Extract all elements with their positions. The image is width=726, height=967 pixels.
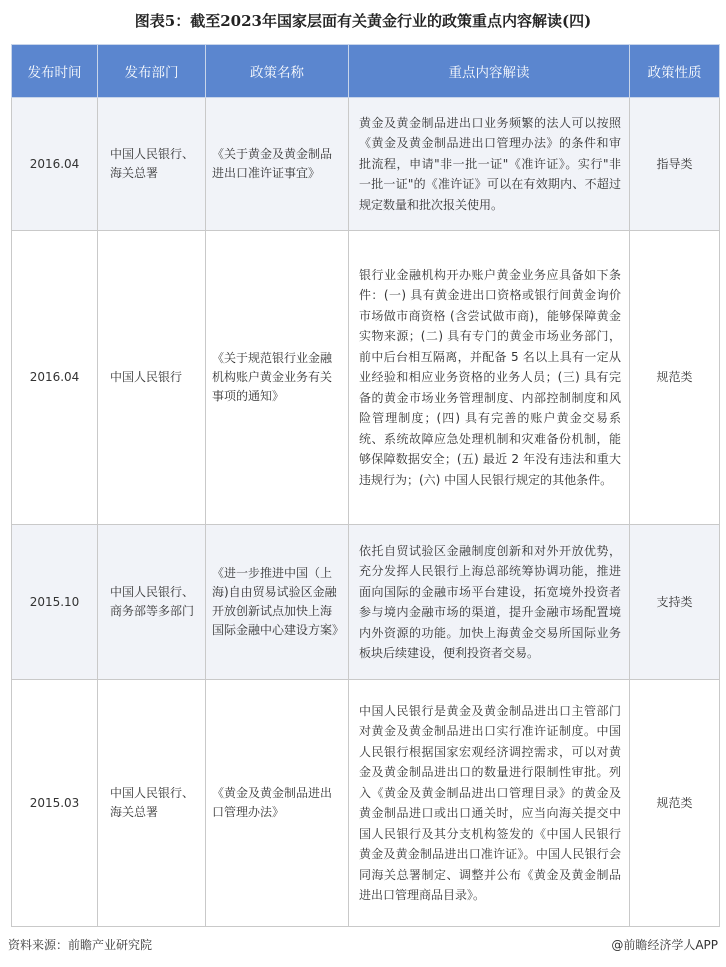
cell-content: 依托自贸试验区金融制度创新和对外开放优势，充分发挥人民银行上海总部统筹协调功能，推进面向国际的金融市场平台建设，拓宽境外投资者参与境内金融市场的渠道，提升金融市场配置境内外资源的功能。加快上海黄金交易所国际业务板块后续建设，便利投资者交易。 [349, 525, 630, 680]
cell-content: 银行业金融机构开办账户黄金业务应具备如下条件：(一) 具有黄金进出口资格或银行间黄金询价市场做市商资格 (含尝试做市商)，能够保障黄金实物来源；(二) 具有专门的黄金市场业务部门，前中后台相互隔离，并配备 5 名以上具有一定从业经验和相应业务资格的业务人员；(三) 具有完备的黄金市场业务管理制度、内部控制制度和风险管理制度；(四) 具有完善的账户黄金交易系统、系统故障应急处理机制和灾难备份机制，能够保障数据安全；(五) 最近 2 年没有违法和重大违规行为；(六) 中国人民银行规定的其他条件。 [349, 231, 630, 525]
table-header-row [12, 45, 720, 98]
table-row [12, 98, 720, 231]
header-date: 发布时间 [12, 45, 98, 98]
cell-dept: 中国人民银行、海关总署 [98, 98, 206, 231]
cell-nature: 支持类 [630, 525, 720, 680]
cell-date: 2016.04 [12, 231, 98, 525]
cell-policy-name: 《关于规范银行业金融机构账户黄金业务有关事项的通知》 [206, 231, 349, 525]
header-nature: 政策性质 [630, 45, 720, 98]
cell-policy-name: 《关于黄金及黄金制品进出口准许证事宜》 [206, 98, 349, 231]
cell-policy-name: 《进一步推进中国（上海)自由贸易试验区金融开放创新试点加快上海国际金融中心建设方案》 [206, 525, 349, 680]
table-row [12, 680, 720, 927]
header-dept: 发布部门 [98, 45, 206, 98]
header-content: 重点内容解读 [349, 45, 630, 98]
table-row [12, 231, 720, 525]
cell-dept: 中国人民银行、商务部等多部门 [98, 525, 206, 680]
cell-content: 中国人民银行是黄金及黄金制品进出口主管部门对黄金及黄金制品进出口实行准许证制度。中国人民银行根据国家宏观经济调控需求，可以对黄金及黄金制品进出口的数量进行限制性审批。列入《黄金及黄金制品进出口管理目录》的黄金及黄金制品进口或出口通关时，应当向海关提交中国人民银行及其分支机构签发的《中国人民银行黄金及黄金制品进出口准许证》。中国人民银行会同海关总署制定、调整并公布《黄金及黄金制品进出口管理商品目录》。 [349, 680, 630, 927]
table-row [12, 525, 720, 680]
cell-date: 2016.04 [12, 98, 98, 231]
cell-content: 黄金及黄金制品进出口业务频繁的法人可以按照《黄金及黄金制品进出口管理办法》的条件和审批流程，申请"非一批一证"《准许证》。实行"非一批一证"的《准许证》可以在有效期内、不超过规定数量和批次报关使用。 [349, 98, 630, 231]
cell-date: 2015.03 [12, 680, 98, 927]
policy-table [11, 44, 720, 927]
cell-nature: 规范类 [630, 680, 720, 927]
header-policy-name: 政策名称 [206, 45, 349, 98]
cell-nature: 指导类 [630, 98, 720, 231]
policy-table-container [11, 44, 719, 927]
cell-nature: 规范类 [630, 231, 720, 525]
cell-policy-name: 《黄金及黄金制品进出口管理办法》 [206, 680, 349, 927]
source-note: 资料来源：前瞻产业研究院 [8, 938, 153, 952]
cell-dept: 中国人民银行 [98, 231, 206, 525]
brand-note: @前瞻经济学人APP [611, 938, 718, 952]
chart-title: 图表5：截至2023年国家层面有关黄金行业的政策重点内容解读(四) [134, 12, 592, 30]
cell-dept: 中国人民银行、海关总署 [98, 680, 206, 927]
cell-date: 2015.10 [12, 525, 98, 680]
